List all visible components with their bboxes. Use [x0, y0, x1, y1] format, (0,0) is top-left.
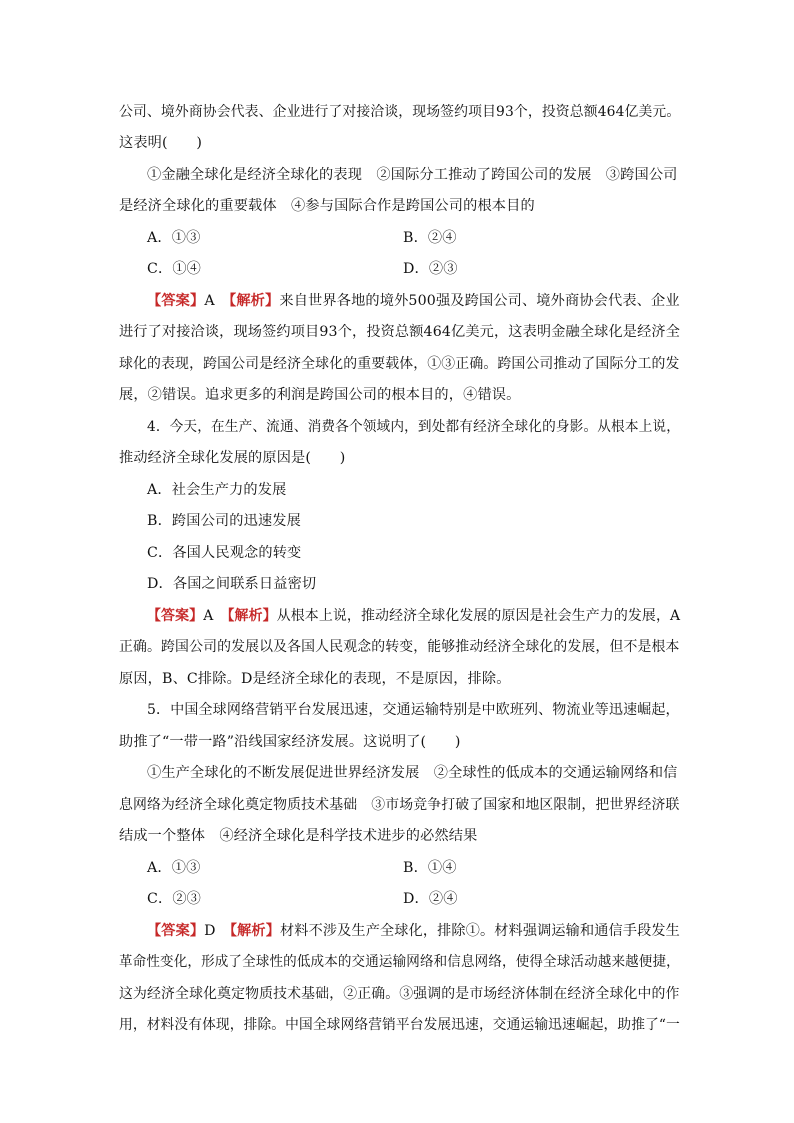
- q3-option-b: B．②④: [403, 230, 457, 246]
- q3-statements-line: ①金融全球化是经济全球化的表现 ②国际分工推动了跨国公司的发展 ③跨国公司: [147, 167, 678, 183]
- q3-option-d: D．②③: [403, 261, 458, 277]
- q5-option-d: D．②④: [403, 891, 458, 907]
- analysis-text: 来自世界各地的境外500强及跨国公司、境外商协会代表、企业: [279, 293, 680, 309]
- q4-option-c: C．各国人民观念的转变: [147, 545, 302, 561]
- q5-stem-line: 5．中国全球网络营销平台发展迅速，交通运输特别是中欧班列、物流业等迅速崛起，: [147, 702, 680, 718]
- analysis-tag: 【解析】: [229, 293, 280, 309]
- q5-answer-line: [147, 921, 680, 941]
- q5-option-b: B．①④: [403, 860, 457, 876]
- q5-statements-line: ①生产全球化的不断发展促进世界经济发展 ②全球性的低成本的交通运输网络和信: [147, 765, 678, 781]
- q5-statements-line: 息网络为经济全球化奠定物质技术基础 ③市场竞争打破了国家和地区限制，把世界经济联: [119, 797, 680, 813]
- q3-analysis-line: 球化的表现，跨国公司是经济全球化的重要载体，①③正确。跨国公司推动了国际分工的发: [119, 356, 680, 372]
- answer-value: D: [204, 923, 216, 939]
- q3-stem-line: 公司、境外商协会代表、企业进行了对接洽谈，现场签约项目93个，投资总额464亿美元。: [119, 104, 681, 120]
- answer-value: A: [203, 608, 214, 624]
- q4-analysis-line: 正确。跨国公司的发展以及各国人民观念的转变，能够推动经济全球化的发展，但不是根本: [119, 639, 680, 655]
- answer-value: A: [204, 293, 215, 309]
- answer-tag: 【答案】: [147, 293, 205, 309]
- analysis-text: 从根本上说，推动经济全球化发展的原因是社会生产力的发展，A: [276, 608, 681, 624]
- q5-option-c: C．②③: [147, 891, 202, 907]
- q5-analysis-line: 这为经济全球化奠定物质技术基础，②正确。③强调的是市场经济体制在经济全球化中的作: [119, 986, 680, 1002]
- q4-analysis-line: 原因，B、C排除。D是经济全球化的表现，不是原因，排除。: [119, 671, 511, 687]
- q4-answer-line: [147, 606, 680, 626]
- q3-option-a: A．①③: [147, 230, 201, 246]
- q5-option-a: A．①③: [147, 860, 201, 876]
- q5-analysis-line: 用，材料没有体现，排除。中国全球网络营销平台发展迅速，交通运输迅速崛起，助推了“一: [119, 1017, 680, 1033]
- q5-stem-line: 助推了“一带一路”沿线国家经济发展。这说明了( ): [119, 734, 461, 750]
- analysis-tag: 【解析】: [227, 608, 277, 624]
- analysis-tag: 【解析】: [229, 923, 281, 939]
- q4-option-b: B．跨国公司的迅速发展: [147, 513, 301, 529]
- q3-analysis-line: 进行了对接洽谈，现场签约项目93个，投资总额464亿美元，这表明金融全球化是经济全: [119, 324, 681, 340]
- q4-stem-line: 推动经济全球化发展的原因是( ): [119, 450, 346, 466]
- answer-tag: 【答案】: [147, 923, 205, 939]
- q5-statements-line: 结成一个整体 ④经济全球化是科学技术进步的必然结果: [119, 828, 478, 844]
- q4-option-a: A．社会生产力的发展: [147, 482, 287, 498]
- q3-statements-line: 是经济全球化的重要载体 ④参与国际合作是跨国公司的根本目的: [119, 198, 535, 214]
- q3-answer-line: [147, 291, 680, 311]
- q3-analysis-line: 展，②错误。追求更多的利润是跨国公司的根本目的，④错误。: [119, 387, 521, 403]
- q3-stem-line: 这表明( ): [119, 135, 203, 151]
- q5-analysis-line: 革命性变化，形成了全球性的低成本的交通运输网络和信息网络，使得全球活动越来越便捷，: [119, 954, 680, 970]
- q4-stem-line: 4．今天，在生产、流通、消费各个领域内，到处都有经济全球化的身影。从根本上说，: [147, 419, 681, 435]
- answer-tag: 【答案】: [147, 608, 204, 624]
- q4-option-d: D．各国之间联系日益密切: [147, 576, 317, 592]
- q3-option-c: C．①④: [147, 261, 202, 277]
- analysis-text: 材料不涉及生产全球化，排除①。材料强调运输和通信手段发生: [280, 923, 680, 939]
